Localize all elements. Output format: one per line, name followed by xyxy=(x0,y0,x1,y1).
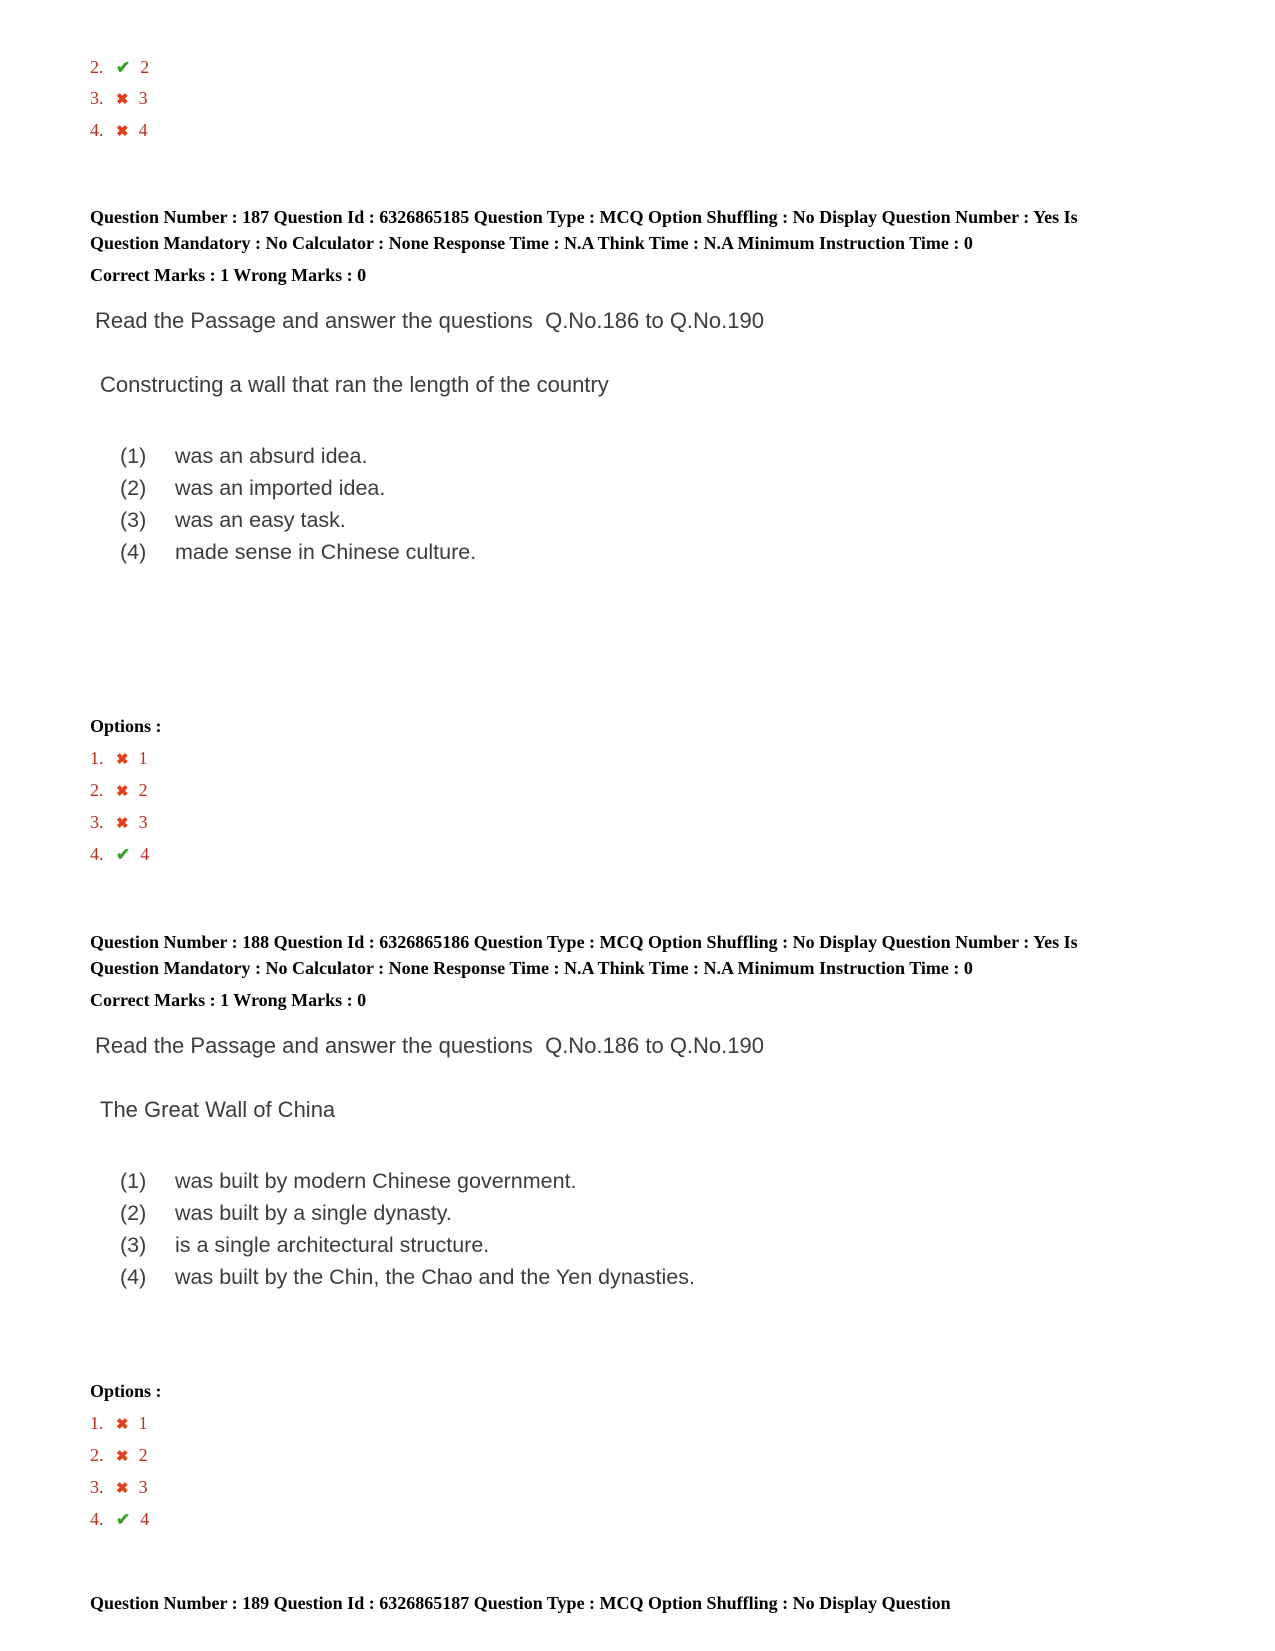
wrong-mark-icon xyxy=(116,776,129,807)
wrong-mark-icon xyxy=(116,1473,129,1504)
option-number: 2. xyxy=(90,57,104,77)
choice-row xyxy=(120,536,1190,568)
choice-row xyxy=(120,1261,1190,1293)
choice-text: was built by the Chin, the Chao and the Yen dynasties. xyxy=(175,1265,695,1290)
option-number: 2. xyxy=(90,780,104,801)
choice-text: was built by modern Chinese government. xyxy=(175,1169,577,1194)
answer-option-list xyxy=(90,1408,1190,1535)
choice-row xyxy=(120,504,1190,536)
choice-row xyxy=(120,440,1190,472)
option-number: 3. xyxy=(90,88,104,108)
choice-number: (4) xyxy=(120,1265,147,1290)
choice-list xyxy=(120,1165,1190,1293)
wrong-mark-icon xyxy=(116,84,129,115)
marks-line: Correct Marks : 1 Wrong Marks : 0 xyxy=(90,265,367,286)
option-value: 4 xyxy=(140,844,150,865)
option-number: 1. xyxy=(90,748,104,769)
option-number: 4. xyxy=(90,1509,104,1530)
answer-option-row xyxy=(90,115,1190,147)
answer-option-row xyxy=(90,52,1190,83)
wrong-mark-icon xyxy=(116,1441,129,1472)
option-value: 3 xyxy=(138,1477,148,1498)
options-label: Options : xyxy=(90,716,162,737)
passage-instruction: Read the Passage and answer the questions Q.No.186 to Q.No.190 xyxy=(95,308,764,334)
correct-mark-icon xyxy=(116,840,130,870)
choice-number: (4) xyxy=(120,540,147,565)
choice-text: was built by a single dynasty. xyxy=(175,1201,452,1226)
option-number: 1. xyxy=(90,1413,104,1434)
answer-option-row xyxy=(90,1408,1190,1440)
choice-number: (1) xyxy=(120,444,147,469)
option-number: 4. xyxy=(90,120,104,140)
passage-instruction: Read the Passage and answer the questions Q.No.186 to Q.No.190 xyxy=(95,1033,764,1059)
answer-option-row xyxy=(90,1472,1190,1504)
answer-option-row xyxy=(90,775,1190,807)
correct-mark-icon xyxy=(116,53,130,83)
wrong-mark-icon xyxy=(116,1409,129,1440)
choice-text: was an easy task. xyxy=(175,508,346,533)
option-number: 2. xyxy=(90,1445,104,1466)
question-block-188 xyxy=(90,930,1190,1535)
choice-row xyxy=(120,1197,1190,1229)
choice-text: was an imported idea. xyxy=(175,476,386,501)
answer-option-row xyxy=(90,1440,1190,1472)
answer-option-row xyxy=(90,743,1190,775)
question-metadata: Question Number : 188 Question Id : 6326865186 Question Type : MCQ Option Shuffling : No Display Question Number : Yes Is Question Mandatory : No Calculator : None Response Time : N.A Think Time : N.A Minimum Instruction Time : 0 xyxy=(90,932,1078,978)
option-value: 1 xyxy=(138,748,148,769)
option-value: 4 xyxy=(138,120,148,140)
question-block-187 xyxy=(90,205,1190,870)
choice-number: (2) xyxy=(120,476,147,501)
options-label: Options : xyxy=(90,1381,162,1402)
wrong-mark-icon xyxy=(116,808,129,839)
option-value: 4 xyxy=(140,1509,150,1530)
question-stem: Constructing a wall that ran the length of the country xyxy=(100,372,609,398)
option-number: 3. xyxy=(90,1477,104,1498)
wrong-mark-icon xyxy=(116,744,129,775)
marks-line: Correct Marks : 1 Wrong Marks : 0 xyxy=(90,990,367,1011)
choice-number: (2) xyxy=(120,1201,147,1226)
choice-row xyxy=(120,1229,1190,1261)
answer-option-list xyxy=(90,743,1190,870)
answer-option-row xyxy=(90,839,1190,870)
choice-number: (3) xyxy=(120,1233,147,1258)
option-value: 2 xyxy=(138,1445,148,1466)
option-value: 1 xyxy=(138,1413,148,1434)
question-metadata-truncated: Question Number : 189 Question Id : 6326865187 Question Type : MCQ Option Shuffling : No Display Question xyxy=(90,1593,951,1614)
option-value: 2 xyxy=(140,57,150,77)
option-value: 2 xyxy=(138,780,148,801)
previous-question-options xyxy=(90,52,1190,147)
answer-option-row xyxy=(90,1504,1190,1535)
option-number: 3. xyxy=(90,812,104,833)
choice-row xyxy=(120,1165,1190,1197)
answer-option-row xyxy=(90,83,1190,115)
choice-text: made sense in Chinese culture. xyxy=(175,540,477,565)
answer-option-row xyxy=(90,807,1190,839)
correct-mark-icon xyxy=(116,1505,130,1535)
option-value: 3 xyxy=(138,812,148,833)
choice-text: was an absurd idea. xyxy=(175,444,368,469)
choice-number: (3) xyxy=(120,508,147,533)
wrong-mark-icon xyxy=(116,116,129,147)
choice-row xyxy=(120,472,1190,504)
choice-text: is a single architectural structure. xyxy=(175,1233,490,1258)
question-stem: The Great Wall of China xyxy=(100,1097,336,1123)
option-number: 4. xyxy=(90,844,104,865)
question-metadata: Question Number : 187 Question Id : 6326865185 Question Type : MCQ Option Shuffling : No Display Question Number : Yes Is Question Mandatory : No Calculator : None Response Time : N.A Think Time : N.A Minimum Instruction Time : 0 xyxy=(90,207,1078,253)
choice-number: (1) xyxy=(120,1169,147,1194)
choice-list xyxy=(120,440,1190,568)
option-value: 3 xyxy=(138,88,148,108)
